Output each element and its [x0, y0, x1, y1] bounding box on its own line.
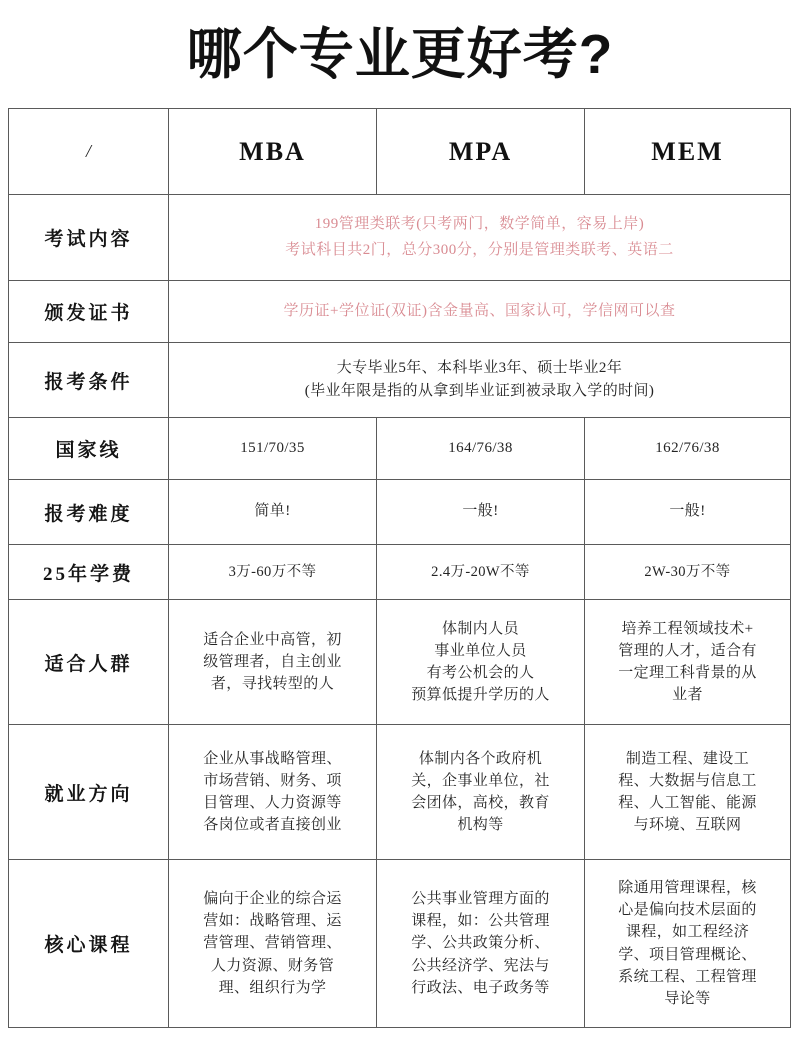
value-line: 心是偏向技术层面的	[618, 902, 757, 919]
value-block	[175, 888, 370, 999]
value-line: 导论等	[664, 990, 711, 1007]
value-line: 行政法、电子政务等	[411, 979, 550, 996]
cell-difficulty-mba	[169, 480, 377, 545]
table-row	[9, 545, 791, 600]
value-line: 有考公机会的人	[426, 665, 535, 681]
header-label-text: /	[85, 141, 91, 161]
value-line: 简单!	[254, 503, 291, 520]
comparison-table-wrapper	[8, 108, 790, 1028]
value-line: 一定理工科背景的从	[618, 665, 757, 681]
row-label-text: 国家线	[55, 440, 122, 461]
value-line: 一般!	[462, 503, 499, 520]
value-block	[383, 748, 578, 837]
value-block	[591, 618, 784, 707]
value-line: 2.4万-20W不等	[431, 563, 530, 580]
value-line: 162/76/38	[655, 439, 720, 456]
table-row	[9, 418, 791, 480]
value-line: 管理的人才，适合有	[618, 642, 757, 659]
header-program-mem	[585, 109, 791, 195]
cell-core-courses-mem	[585, 860, 791, 1028]
value-line: 学、公共政策分析、	[411, 935, 550, 952]
value-line: 体制内各个政府机	[418, 750, 543, 767]
cell-tuition-mem	[585, 545, 791, 600]
row-label-text: 25年学费	[42, 563, 134, 585]
value-block	[591, 561, 784, 583]
value-line: 者，寻找转型的人	[210, 676, 335, 693]
header-program-mpa	[377, 109, 585, 195]
table-row	[9, 480, 791, 545]
value-line: 一般!	[669, 503, 706, 520]
row-label-text: 报考难度	[44, 503, 133, 525]
value-line: 2W-30万不等	[644, 563, 731, 580]
row-label-text: 核心课程	[44, 935, 133, 956]
value-block	[175, 748, 370, 837]
value-block	[383, 437, 578, 460]
page-title-bar	[0, 0, 800, 108]
value-line: 3万-60万不等	[228, 563, 317, 580]
cell-national-line-mba	[169, 418, 377, 480]
value-block	[175, 500, 370, 523]
program-name-mba: MBA	[239, 136, 306, 166]
value-line: 企业从事战略管理、	[203, 750, 342, 767]
cell-target-audience-mba	[169, 600, 377, 725]
merged-value-block	[175, 299, 784, 325]
row-label-text: 颁发证书	[44, 303, 133, 324]
value-block	[175, 629, 370, 696]
value-line: 学历证+学位证(双证)含金量高、国家认可，学信网可以查	[283, 302, 676, 319]
value-block	[175, 437, 370, 460]
merged-value-block	[175, 212, 784, 263]
value-line: 各岗位或者直接创业	[203, 817, 342, 834]
table-header-row	[9, 109, 791, 195]
value-line: 制造工程、建设工	[625, 750, 750, 767]
value-line: 体制内人员	[441, 620, 519, 637]
comparison-table	[8, 108, 791, 1028]
value-line: 营管理、营销管理、	[203, 935, 342, 952]
row-label-text: 就业方向	[44, 783, 133, 805]
value-line: 会团体，高校，教育	[411, 795, 550, 811]
value-line: 目管理、人力资源等	[203, 795, 342, 811]
value-line: 公共经济学、宪法与	[411, 957, 550, 974]
cell-target-audience-mpa	[377, 600, 585, 725]
value-block	[591, 500, 784, 523]
value-line: 151/70/35	[240, 439, 305, 456]
table-row	[9, 725, 791, 860]
value-line: 公共事业管理方面的	[411, 891, 550, 908]
value-line: 系统工程、工程管理	[618, 968, 757, 985]
cell-career-direction-mpa	[377, 725, 585, 860]
row-value-exam-content	[169, 195, 791, 281]
row-label-target-audience	[9, 600, 169, 725]
value-block	[383, 888, 578, 999]
value-line: (毕业年限是指的从拿到毕业证到被录取入学的时间)	[304, 383, 655, 399]
merged-value-block	[175, 357, 784, 404]
header-label-cell	[9, 109, 169, 195]
value-block	[175, 561, 370, 583]
value-line: 学、项目管理概论、	[618, 946, 757, 963]
value-line: 164/76/38	[448, 439, 513, 456]
value-line: 与环境、互联网	[633, 817, 742, 834]
table-row	[9, 281, 791, 343]
table-row	[9, 195, 791, 281]
value-line: 程、人工智能、能源	[618, 795, 757, 811]
value-line: 预算低提升学历的人	[411, 687, 550, 704]
value-line: 适合企业中高管，初	[203, 631, 342, 648]
row-value-certificate	[169, 281, 791, 343]
value-line: 除通用管理课程，核	[618, 879, 757, 896]
value-line: 事业单位人员	[434, 642, 527, 659]
value-block	[591, 877, 784, 1010]
cell-difficulty-mpa	[377, 480, 585, 545]
value-block	[591, 748, 784, 837]
row-label-tuition	[9, 545, 169, 600]
value-line: 营如：战略管理、运	[203, 913, 342, 930]
cell-career-direction-mba	[169, 725, 377, 860]
value-line: 课程，如：公共管理	[411, 913, 550, 930]
value-line: 偏向于企业的综合运	[203, 891, 342, 908]
value-line: 程、大数据与信息工	[618, 772, 757, 789]
cell-national-line-mpa	[377, 418, 585, 480]
table-row	[9, 343, 791, 418]
cell-tuition-mpa	[377, 545, 585, 600]
table-row	[9, 860, 791, 1028]
value-block	[383, 618, 578, 707]
value-line: 大专毕业5年、本科毕业3年、硕士毕业2年	[336, 359, 623, 376]
value-line: 理、组织行为学	[218, 979, 327, 996]
row-label-career-direction	[9, 725, 169, 860]
value-line: 机构等	[457, 817, 504, 834]
value-line: 人力资源、财务管	[210, 957, 335, 974]
row-label-difficulty	[9, 480, 169, 545]
page-title: 哪个专业更好考?	[186, 22, 614, 85]
row-label-text: 适合人群	[44, 653, 133, 675]
row-label-core-courses	[9, 860, 169, 1028]
row-value-application-requirements	[169, 343, 791, 418]
cell-difficulty-mem	[585, 480, 791, 545]
value-block	[383, 561, 578, 583]
cell-career-direction-mem	[585, 725, 791, 860]
cell-core-courses-mpa	[377, 860, 585, 1028]
value-line: 培养工程领域技术+	[621, 620, 754, 637]
row-label-exam-content	[9, 195, 169, 281]
row-label-text: 报考条件	[44, 371, 133, 393]
row-label-national-line	[9, 418, 169, 480]
value-line: 关，企事业单位，社	[411, 772, 550, 789]
value-line: 市场营销、财务、项	[203, 772, 342, 789]
value-line: 课程，如工程经济	[625, 924, 750, 941]
row-label-certificate	[9, 281, 169, 343]
value-block	[383, 500, 578, 523]
program-name-mpa: MPA	[448, 136, 513, 166]
header-program-mba	[169, 109, 377, 195]
value-line: 业者	[672, 687, 703, 704]
cell-target-audience-mem	[585, 600, 791, 725]
value-line: 级管理者，自主创业	[203, 653, 342, 670]
table-row	[9, 600, 791, 725]
value-line: 199管理类联考(只考两门，数学简单，容易上岸)	[314, 216, 645, 232]
cell-tuition-mba	[169, 545, 377, 600]
program-name-mem: MEM	[651, 136, 724, 166]
row-label-application-requirements	[9, 343, 169, 418]
value-line: 考试科目共2门，总分300分，分别是管理类联考、英语二	[285, 241, 674, 258]
value-block	[591, 437, 784, 460]
cell-national-line-mem	[585, 418, 791, 480]
cell-core-courses-mba	[169, 860, 377, 1028]
row-label-text: 考试内容	[44, 229, 133, 250]
